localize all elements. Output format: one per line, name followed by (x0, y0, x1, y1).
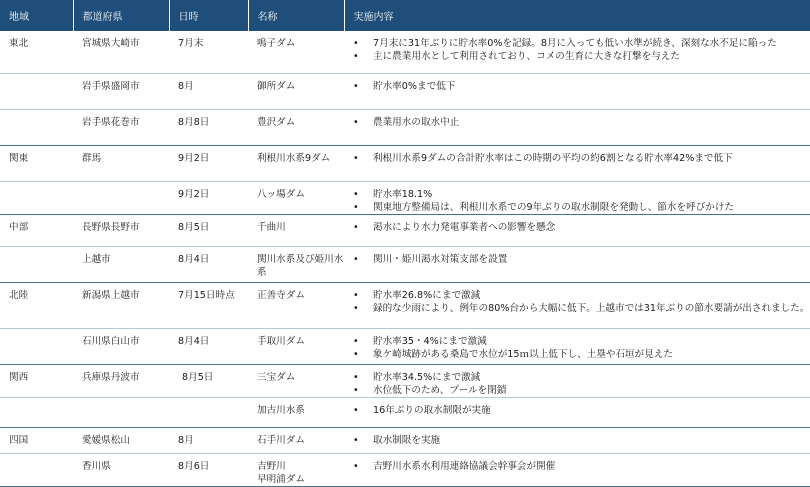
region-cell: 関西 (0, 364, 73, 397)
prefecture-cell: 長野県長野市 (73, 214, 169, 246)
table-row (0, 328, 810, 364)
region-cell: 中部 (0, 214, 73, 246)
region-cell: 東北 (0, 31, 73, 73)
name-cell: 千曲川 (248, 214, 344, 246)
region-cell (0, 397, 73, 427)
content-cell (344, 453, 810, 486)
content-bullet-item: • 貯水率0%まで低下 (353, 80, 810, 93)
table-header (0, 0, 810, 31)
name-cell: 鳴子ダム (248, 31, 344, 73)
table-row (0, 397, 810, 427)
name-cell: 利根川水系9ダム (248, 145, 344, 181)
content-cell (344, 145, 810, 181)
content-bullet-item: • 取水制限を実施 (353, 434, 810, 447)
region-cell (0, 328, 73, 364)
content-cell (344, 364, 810, 397)
date-cell: 9月2日 (169, 145, 248, 181)
content-cell (344, 181, 810, 214)
table-row (0, 73, 810, 109)
table-row (0, 246, 810, 282)
table-row (0, 282, 810, 328)
content-bullet-item: • 貯水率26.8%にまで激減 (353, 289, 810, 302)
name-cell: 正善寺ダム (248, 282, 344, 328)
table-row (0, 364, 810, 397)
date-cell: 8月6日 (169, 453, 248, 486)
content-bullet-item: • 関東地方整備局は、利根川水系での9年ぶりの取水制限を発動し、節水を呼びかけた (353, 201, 810, 214)
header-region: 地域 (0, 0, 73, 31)
content-cell (344, 214, 810, 246)
region-cell (0, 453, 73, 486)
prefecture-cell: 新潟県上越市 (73, 282, 169, 328)
content-bullet-item: • 7月末に31年ぶりに貯水率0%を記録。8月に入っても低い水準が続き、深刻な水不足に陥った (353, 37, 810, 50)
content-bullet-list (353, 116, 810, 129)
header-name: 名称 (248, 0, 344, 31)
content-bullet-list (353, 37, 810, 63)
date-cell: 7月末 (169, 31, 248, 73)
prefecture-cell: 香川県 (73, 453, 169, 486)
table-row (0, 109, 810, 145)
table-body (0, 31, 810, 486)
prefecture-cell (73, 397, 169, 427)
prefecture-cell: 岩手県盛岡市 (73, 73, 169, 109)
content-cell (344, 282, 810, 328)
content-bullet-item: • 主に農業用水として利用されており、コメの生育に大きな打撃を与えた (353, 50, 810, 63)
content-bullet-list (353, 152, 810, 165)
content-bullet-list (353, 371, 810, 397)
content-bullet-item: • 農業用水の取水中止 (353, 116, 810, 129)
header-content: 実施内容 (344, 0, 810, 31)
content-bullet-item: • 水位低下のため、プールを閉鎖 (353, 384, 810, 397)
table-row (0, 453, 810, 486)
region-cell: 北陸 (0, 282, 73, 328)
region-cell: 四国 (0, 427, 73, 453)
prefecture-cell (73, 181, 169, 214)
region-cell (0, 109, 73, 145)
region-cell: 関東 (0, 145, 73, 181)
content-cell (344, 328, 810, 364)
region-cell (0, 73, 73, 109)
region-cell (0, 181, 73, 214)
prefecture-cell: 愛媛県松山 (73, 427, 169, 453)
date-cell: 8月5日 (169, 364, 248, 397)
content-cell (344, 73, 810, 109)
date-cell (169, 397, 248, 427)
content-bullet-item: • 16年ぶりの取水制限が実施 (353, 404, 810, 417)
date-cell: 7月15日時点 (169, 282, 248, 328)
prefecture-cell: 岩手県花巻市 (73, 109, 169, 145)
header-row (0, 0, 810, 31)
name-cell: 関川水系及び姫川水系 (248, 246, 344, 282)
name-cell: 豊沢ダム (248, 109, 344, 145)
content-bullet-list (353, 253, 810, 266)
date-cell: 8月8日 (169, 109, 248, 145)
content-cell (344, 109, 810, 145)
name-cell: 御所ダム (248, 73, 344, 109)
content-bullet-item: • 貯水率35・4%にまで激減 (353, 335, 810, 348)
content-cell (344, 246, 810, 282)
content-bullet-list (353, 80, 810, 93)
content-bullet-list (353, 221, 810, 234)
name-cell: 吉野川 早明浦ダム (248, 453, 344, 486)
content-bullet-item: • 渇水により水力発電事業者への影響を懸念 (353, 221, 810, 234)
name-cell: 手取川ダム (248, 328, 344, 364)
prefecture-cell: 兵庫県丹波市 (73, 364, 169, 397)
table-row (0, 181, 810, 214)
date-cell: 8月 (169, 427, 248, 453)
header-prefecture: 都道府県 (73, 0, 169, 31)
content-bullet-item: • 関川・姫川渇水対策支部を設置 (353, 253, 810, 266)
content-bullet-item: • 貯水率34.5%にまで激減 (353, 371, 810, 384)
region-cell (0, 246, 73, 282)
name-cell: 石手川ダム (248, 427, 344, 453)
table-row (0, 31, 810, 73)
content-bullet-list (353, 460, 810, 473)
content-bullet-item: • 利根川水系9ダムの合計貯水率はこの時期の平均の約6割となる貯水率42%まで低下 (353, 152, 810, 165)
name-cell: 加古川水系 (248, 397, 344, 427)
table-row (0, 214, 810, 246)
table-row (0, 145, 810, 181)
prefecture-cell: 石川県白山市 (73, 328, 169, 364)
name-cell: 三宝ダム (248, 364, 344, 397)
prefecture-cell: 群馬 (73, 145, 169, 181)
name-cell: 八ッ場ダム (248, 181, 344, 214)
content-bullet-list (353, 434, 810, 447)
header-date: 日時 (169, 0, 248, 31)
content-bullet-item: • 録的な少雨により、例年の80%台から大幅に低下。上越市では31年ぶりの節水要請が出されました。 (353, 302, 810, 315)
table-row (0, 427, 810, 453)
prefecture-cell: 上越市 (73, 246, 169, 282)
content-bullet-list (353, 289, 810, 315)
prefecture-cell: 宮城県大崎市 (73, 31, 169, 73)
content-bullet-item: • 貯水率18.1% (353, 188, 810, 201)
content-bullet-list (353, 335, 810, 361)
date-cell: 8月 (169, 73, 248, 109)
content-cell (344, 31, 810, 73)
date-cell: 8月4日 (169, 246, 248, 282)
content-bullet-item: • 吉野川水系水利用連絡協議会幹事会が開催 (353, 460, 810, 473)
date-cell: 8月4日 (169, 328, 248, 364)
content-cell (344, 427, 810, 453)
content-bullet-list (353, 404, 810, 417)
content-cell (344, 397, 810, 427)
content-bullet-list (353, 188, 810, 214)
date-cell: 8月5日 (169, 214, 248, 246)
date-cell: 9月2日 (169, 181, 248, 214)
content-bullet-item: • 象ケ崎城跡がある桑島で水位が15ｍ以上低下し、土塁や石垣が見えた (353, 348, 810, 361)
